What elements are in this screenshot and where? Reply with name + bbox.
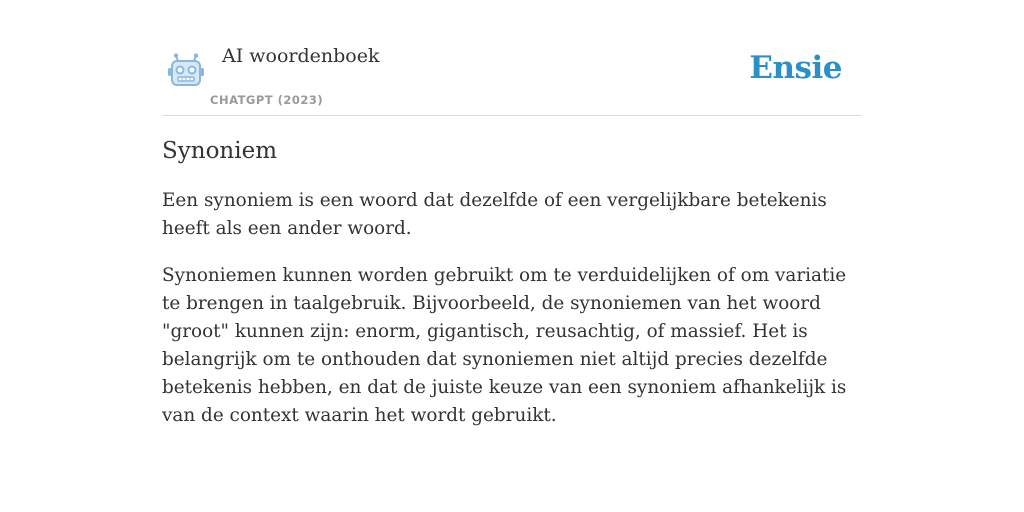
source-title[interactable]: AI woordenboek	[222, 45, 380, 67]
definition-paragraph: Een synoniem is een woord dat dezelfde of een vergelijkbare betekenis heeft als een ander woord.	[162, 190, 827, 239]
definition-card	[162, 40, 862, 430]
robot-icon	[166, 53, 206, 89]
ensie-logo[interactable]: Ensie	[749, 50, 842, 86]
source-subtitle: CHATGPT (2023)	[210, 93, 324, 107]
definition-paragraph: Synoniemen kunnen worden gebruikt om te verduidelijken of om variatie te brengen in taalgebruik. Bijvoorbeeld, de synoniemen van het woord "groot" kunnen zijn: enorm, gigantisch, reusachtig, of massief. Het is belangrijk om te onthouden dat synoniemen niet altijd precies dezelfde betekenis hebben, en dat de juiste keuze van een synoniem afhankelijk is van de context waarin het wordt gebruikt.	[162, 265, 847, 426]
entry-term: Synoniem	[162, 138, 277, 164]
source-header	[162, 40, 862, 116]
